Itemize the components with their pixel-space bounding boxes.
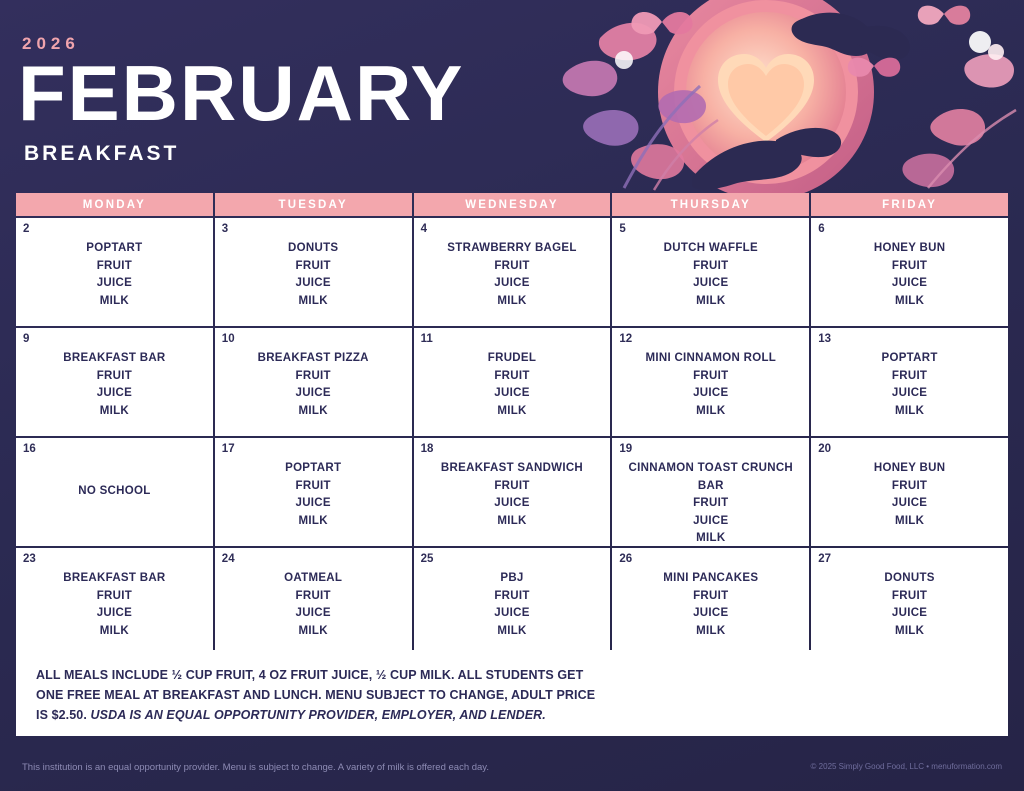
menu-items <box>420 553 605 640</box>
menu-item: MILK <box>99 294 130 307</box>
menu-item: FRUIT <box>295 369 331 382</box>
menu-items <box>618 223 803 310</box>
day-of-week-friday: FRIDAY <box>811 193 1008 216</box>
menu-item: BREAKFAST BAR <box>63 572 166 584</box>
note-line-3 <box>36 705 988 725</box>
menu-item: JUICE <box>295 387 331 399</box>
menu-item: FRUIT <box>295 259 331 272</box>
menu-item: JUICE <box>295 607 331 619</box>
calendar-day-cell[interactable] <box>414 548 611 656</box>
calendar-day-cell[interactable] <box>215 328 412 436</box>
menu-item: JUICE <box>891 277 928 289</box>
menu-item: PBJ <box>500 572 524 584</box>
menu-items <box>817 333 1002 420</box>
menu-item: MILK <box>894 514 925 527</box>
menu-item: STRAWBERRY BAGEL <box>447 242 577 254</box>
menu-item: FRUIT <box>494 259 530 272</box>
menu-items <box>618 553 803 640</box>
calendar-day-cell[interactable] <box>16 548 213 656</box>
day-number: 25 <box>420 553 434 565</box>
menu-item: FRUIT <box>891 479 928 492</box>
menu-items <box>22 553 207 640</box>
menu-items <box>22 443 207 501</box>
menu-item: JUICE <box>494 497 530 509</box>
menu-item: BREAKFAST SANDWICH <box>440 462 584 474</box>
calendar-day-cell[interactable] <box>16 218 213 326</box>
menu-item: JUICE <box>693 607 729 619</box>
decorative-header-art <box>504 0 1024 196</box>
meal-type-label: BREAKFAST <box>24 142 180 166</box>
menu-item: BREAKFAST PIZZA <box>257 352 369 364</box>
page-title: FEBRUARY <box>18 49 465 137</box>
menu-items <box>420 443 605 530</box>
menu-item: FRUIT <box>891 369 928 382</box>
menu-item: POPTART <box>881 352 938 364</box>
menu-item: MILK <box>696 624 726 637</box>
day-number: 12 <box>619 333 633 345</box>
calendar-day-cell[interactable] <box>414 328 611 436</box>
menu-item: FRUIT <box>891 589 928 602</box>
day-number: 20 <box>818 443 831 455</box>
calendar-day-cell[interactable] <box>811 438 1008 546</box>
calendar-week-row <box>16 328 1008 436</box>
menu-item: FRUIT <box>96 259 133 272</box>
menu-item: MILK <box>696 404 726 417</box>
calendar-day-cell[interactable] <box>16 328 213 436</box>
menu-item: FRUIT <box>295 589 331 602</box>
menu-item: FRUIT <box>693 497 729 509</box>
calendar-day-cell[interactable] <box>612 438 809 546</box>
menu-item: JUICE <box>891 497 928 509</box>
day-number: 18 <box>420 443 434 455</box>
calendar-day-cell[interactable] <box>612 328 809 436</box>
menu-item: FRUIT <box>891 259 928 272</box>
menu-item: MINI PANCAKES <box>663 572 759 584</box>
calendar-day-cell[interactable] <box>16 438 213 546</box>
menu-item: MILK <box>696 532 726 544</box>
menu-items <box>817 553 1002 640</box>
menu-item: FRUIT <box>693 589 729 602</box>
menu-item: JUICE <box>96 387 133 399</box>
menu-item: FRUIT <box>494 479 530 492</box>
menu-item: JUICE <box>494 387 530 399</box>
day-of-week-thursday: THURSDAY <box>612 193 809 216</box>
day-number: 6 <box>818 223 825 235</box>
day-number: 11 <box>420 333 433 345</box>
calendar-day-cell[interactable] <box>215 438 412 546</box>
menu-item: MILK <box>298 624 328 637</box>
calendar-day-cell[interactable] <box>811 218 1008 326</box>
menu-item: DONUTS <box>884 572 935 584</box>
calendar-day-cell[interactable] <box>811 548 1008 656</box>
calendar-day-cell[interactable] <box>414 438 611 546</box>
menu-item: JUICE <box>494 277 530 289</box>
menu-item: JUICE <box>891 387 928 399</box>
menu-items <box>420 333 605 420</box>
day-number: 5 <box>619 223 626 235</box>
menu-item: POPTART <box>285 462 342 474</box>
day-number: 26 <box>619 553 633 565</box>
day-number: 2 <box>23 223 30 235</box>
day-number: 10 <box>221 333 235 345</box>
menu-items <box>221 553 406 640</box>
note-line-3-plain: IS $2.50. <box>36 708 91 722</box>
menu-items <box>221 223 406 310</box>
calendar-day-cell[interactable] <box>414 218 611 326</box>
menu-item: FRUIT <box>96 589 133 602</box>
menu-items <box>618 333 803 420</box>
calendar-grid <box>16 193 1008 656</box>
menu-item: FRUIT <box>295 479 331 492</box>
menu-item: JUICE <box>891 607 928 619</box>
day-number: 3 <box>221 223 229 235</box>
menu-item: MILK <box>298 514 328 527</box>
menu-item: MILK <box>99 404 130 417</box>
day-number: 16 <box>23 443 36 455</box>
menu-item: JUICE <box>295 497 331 509</box>
menu-item: FRUIT <box>96 369 133 382</box>
day-number: 13 <box>818 333 831 345</box>
menu-item: BREAKFAST BAR <box>63 352 166 364</box>
menu-items <box>817 223 1002 310</box>
menu-item: JUICE <box>693 277 729 289</box>
menu-item: FRUIT <box>494 369 530 382</box>
menu-item: CINNAMON TOAST CRUNCH BAR <box>628 462 794 492</box>
menu-item: HONEY BUN <box>873 242 946 254</box>
menu-item: MINI CINNAMON ROLL <box>645 352 777 364</box>
menu-items <box>618 443 803 548</box>
menu-item: MILK <box>894 624 925 637</box>
calendar-day-cell[interactable] <box>811 328 1008 436</box>
menu-item: JUICE <box>693 387 729 399</box>
day-number: 27 <box>818 553 831 565</box>
calendar-day-cell[interactable] <box>612 548 809 656</box>
menu-item: MILK <box>298 294 328 307</box>
menu-items <box>22 223 207 310</box>
menu-item: MILK <box>894 404 925 417</box>
menu-items <box>817 443 1002 530</box>
menu-item: DUTCH WAFFLE <box>663 242 758 254</box>
year-label: 2026 <box>22 34 80 53</box>
menu-item: FRUIT <box>494 589 530 602</box>
menu-item: MILK <box>497 294 527 307</box>
footer-credit: © 2025 Simply Good Food, LLC • menuformation.com <box>810 762 1002 771</box>
calendar-week-row <box>16 218 1008 326</box>
day-number: 17 <box>221 443 235 455</box>
menu-item: FRUIT <box>693 259 729 272</box>
menu-items <box>221 443 406 530</box>
note-line-1: ALL MEALS INCLUDE ½ CUP FRUIT, 4 OZ FRUIT JUICE, ½ CUP MILK. ALL STUDENTS GET <box>36 668 584 682</box>
footer-fineprint: This institution is an equal opportunity provider. Menu is subject to change. A variety of milk is offered each day. <box>22 762 489 773</box>
day-number: 23 <box>23 553 36 565</box>
calendar-day-cell[interactable] <box>215 218 412 326</box>
day-of-week-wednesday: WEDNESDAY <box>414 193 611 216</box>
menu-item: MILK <box>696 294 726 307</box>
menu-item: MILK <box>894 294 925 307</box>
calendar-weeks <box>16 218 1008 656</box>
menu-item: MILK <box>497 404 527 417</box>
menu-item: JUICE <box>295 277 331 289</box>
menu-items <box>221 333 406 420</box>
day-number: 19 <box>619 443 633 455</box>
calendar-day-cell[interactable] <box>215 548 412 656</box>
menu-item: JUICE <box>693 514 729 527</box>
menu-note <box>16 650 1008 736</box>
menu-item: POPTART <box>86 242 143 254</box>
menu-item: MILK <box>99 624 130 637</box>
menu-item: MILK <box>298 404 328 417</box>
note-line-2: ONE FREE MEAL AT BREAKFAST AND LUNCH. MENU SUBJECT TO CHANGE, ADULT PRICE <box>36 688 596 702</box>
menu-item: MILK <box>497 624 527 637</box>
menu-item: FRUDEL <box>487 352 537 364</box>
calendar-day-cell[interactable] <box>612 218 809 326</box>
title-block <box>16 34 556 166</box>
menu-items <box>420 223 605 310</box>
menu-item: OATMEAL <box>284 572 343 584</box>
calendar-week-row <box>16 438 1008 546</box>
day-of-week-monday: MONDAY <box>16 193 213 216</box>
menu-item: JUICE <box>96 607 133 619</box>
day-number: 4 <box>420 223 427 235</box>
menu-item: FRUIT <box>693 369 729 382</box>
menu-items <box>22 333 207 420</box>
menu-item: JUICE <box>96 277 133 289</box>
day-of-week-header-row <box>16 193 1008 216</box>
day-number: 24 <box>221 553 235 565</box>
menu-item: DONUTS <box>288 242 339 254</box>
calendar-week-row <box>16 548 1008 656</box>
menu-item: MILK <box>497 514 527 527</box>
menu-item: JUICE <box>494 607 530 619</box>
note-line-3-italic: USDA IS AN EQUAL OPPORTUNITY PROVIDER, EMPLOYER, AND LENDER. <box>90 708 546 722</box>
day-number: 9 <box>23 333 30 345</box>
menu-item: HONEY BUN <box>873 462 946 474</box>
day-of-week-tuesday: TUESDAY <box>215 193 412 216</box>
menu-item: NO SCHOOL <box>78 485 151 497</box>
